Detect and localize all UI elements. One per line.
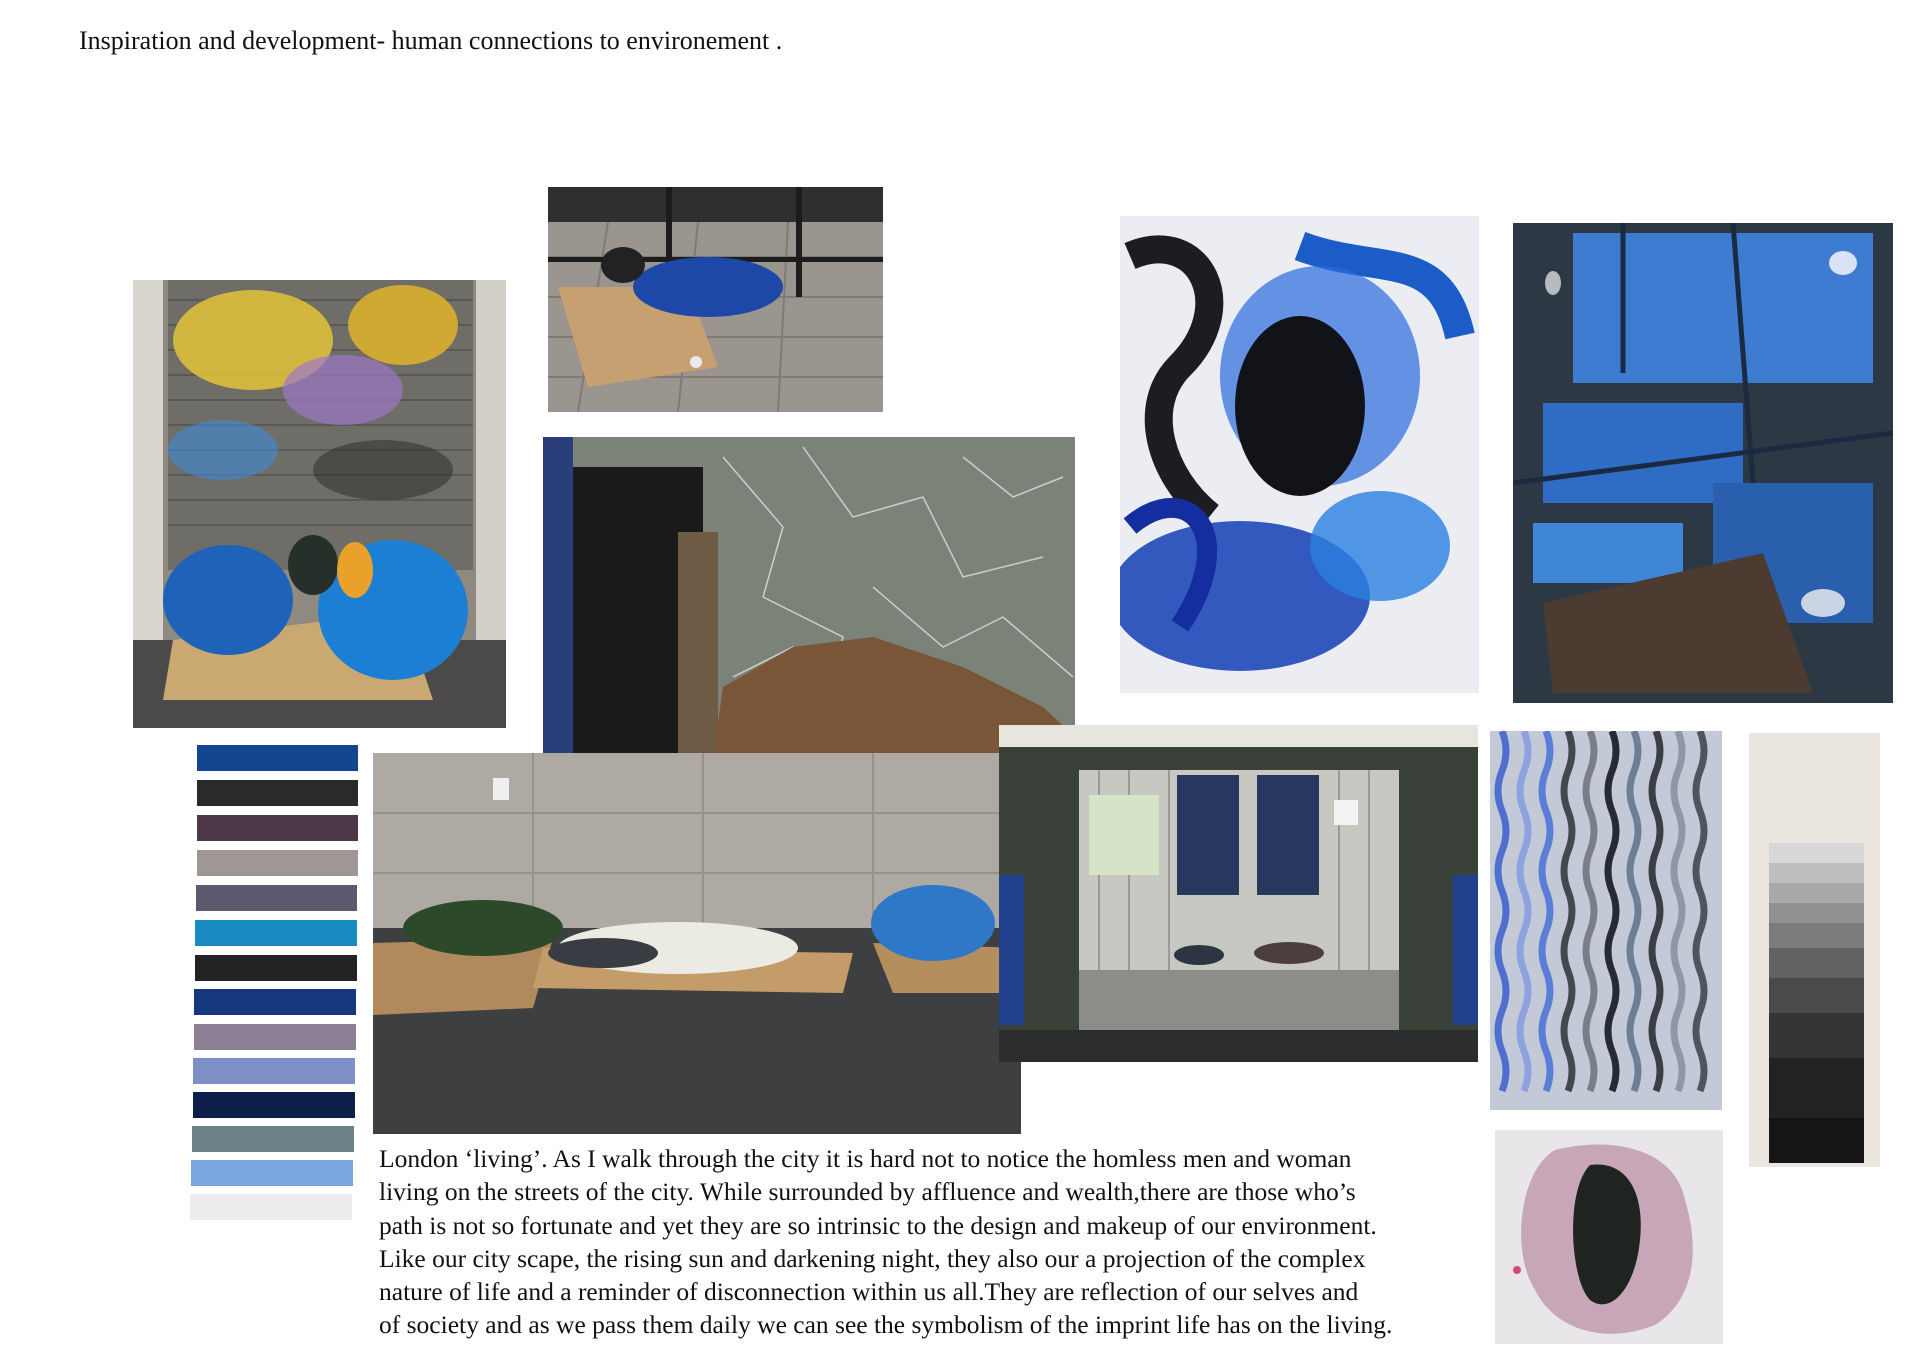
colour-swatch — [190, 1194, 352, 1220]
colour-swatch — [194, 989, 356, 1015]
colour-swatch — [192, 1126, 354, 1152]
colour-swatch — [195, 955, 357, 981]
description-line: of society and as we pass them daily we can see the symbolism of the imprint life has on the living. — [379, 1310, 1393, 1340]
grey-gradient-strips-sample — [1749, 733, 1880, 1167]
description-line: living on the streets of the city. While surrounded by affluence and wealth,there are those who’s — [379, 1177, 1356, 1207]
description-line: path is not so fortunate and yet they are so intrinsic to the design and makeup of our environment. — [379, 1210, 1377, 1240]
description-line: nature of life and a reminder of disconnection within us all.They are reflection of our selves and — [379, 1277, 1359, 1307]
colour-swatch — [197, 780, 358, 806]
bus-stop-sleeper-photo — [548, 187, 883, 412]
page-title: Inspiration and development- human connections to environement . — [79, 26, 783, 55]
colour-swatch — [197, 745, 358, 771]
colour-swatch — [195, 920, 357, 946]
colour-swatch — [191, 1160, 353, 1186]
colour-swatch — [193, 1058, 355, 1084]
pink-ink-blot-artwork — [1495, 1130, 1723, 1344]
description-line: Like our city scape, the rising sun and darkening night, they also our a projection of the complex — [379, 1243, 1366, 1273]
description-paragraph — [379, 1142, 1489, 1342]
description-line: London ‘living’. As I walk through the city it is hard not to notice the homless men and woman — [379, 1144, 1352, 1173]
colour-swatch — [197, 850, 358, 876]
cracked-marble-wall-photo — [543, 437, 1075, 797]
underpass-sleepers-photo — [373, 753, 1021, 1134]
colour-swatch — [196, 885, 357, 911]
blue-glass-reflection-photo — [1513, 223, 1893, 703]
graffiti-shutter-sleepers-photo — [133, 280, 506, 728]
colour-swatch — [193, 1092, 355, 1118]
blue-ink-abstract-painting — [1120, 216, 1479, 693]
colour-swatch — [197, 815, 358, 841]
colour-swatch — [194, 1024, 356, 1050]
blue-grey-wavy-lines-artwork — [1490, 731, 1722, 1110]
station-exit-photo — [999, 725, 1478, 1062]
